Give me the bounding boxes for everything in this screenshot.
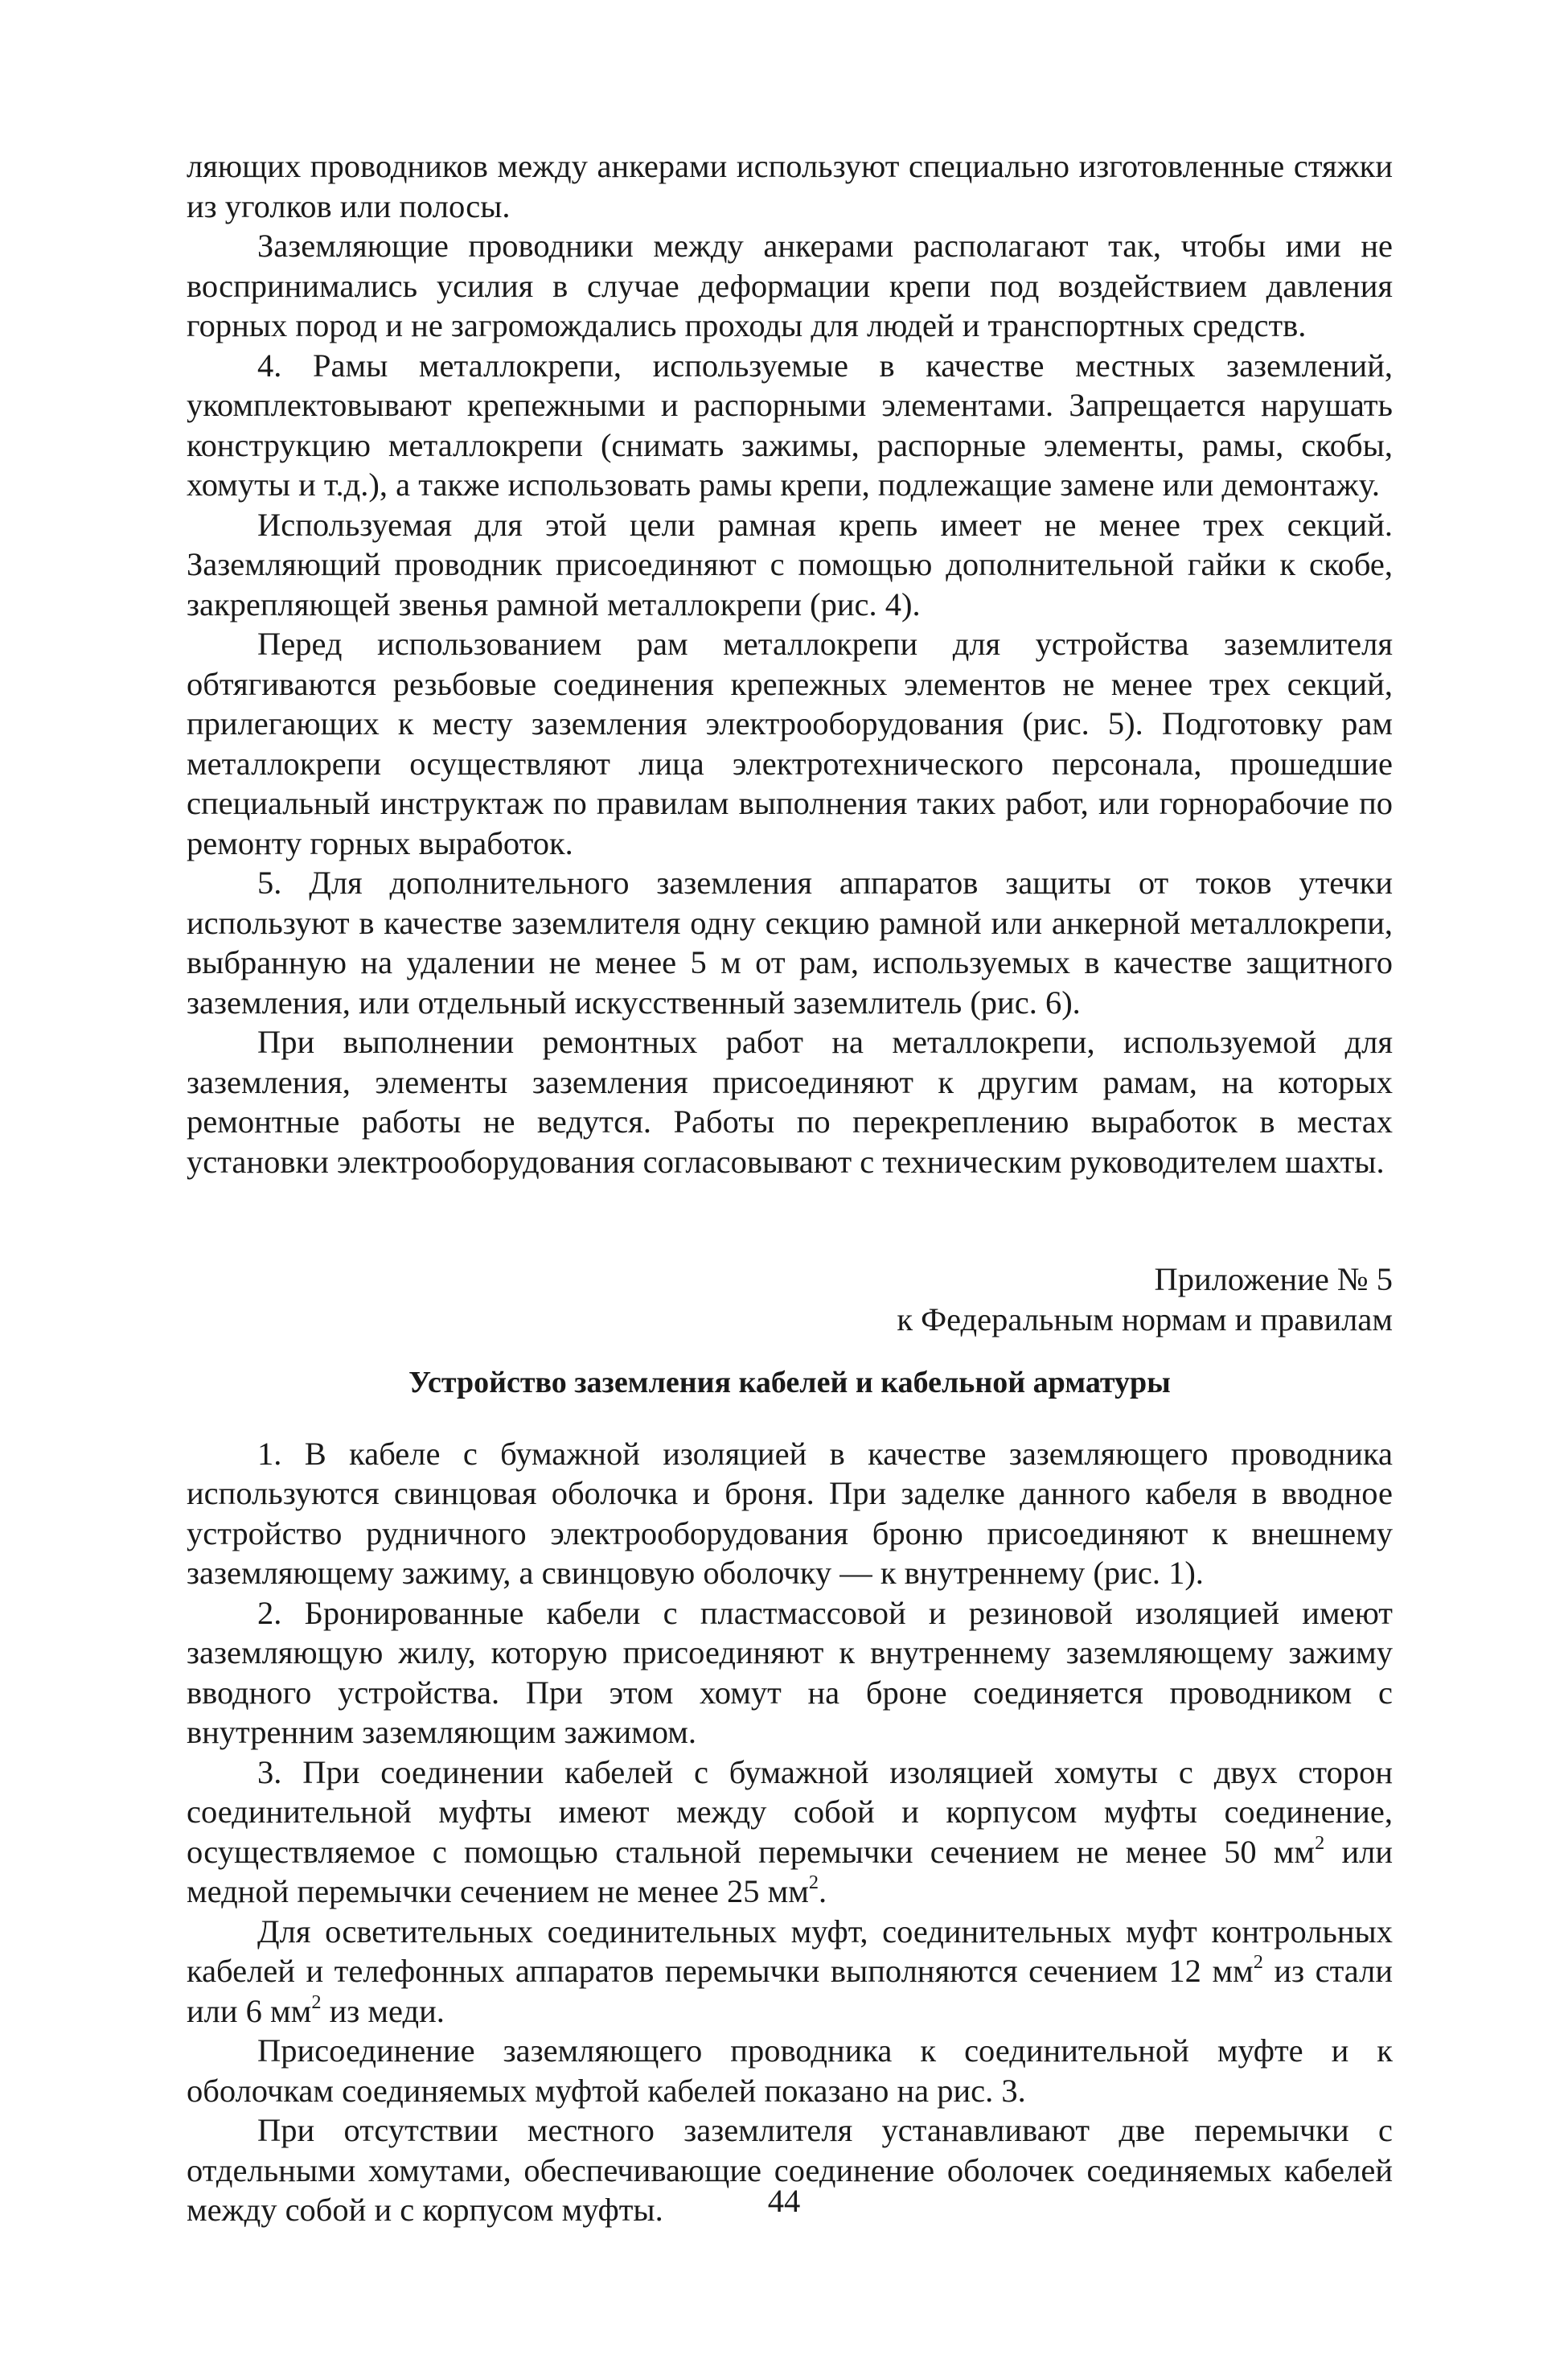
text-run: из меди. (321, 1992, 445, 2029)
paragraph: Заземляющие проводники между анкерами располагают так, чтобы ими не воспринимались усилия в случае деформации крепи под воздействием давления горных пород и не загромождались проходы для людей и транспортных средств. (187, 228, 1393, 343)
paragraph: ляющих проводников между анкерами используют специально изготовленные стяжки из уголков или полосы. (187, 148, 1393, 224)
text-run: . (819, 1873, 827, 1909)
text-run: или медной перемычки сечением не менее 25 мм (187, 1833, 1393, 1909)
document-page (187, 146, 1393, 2230)
paragraph (187, 1912, 1393, 2032)
paragraph: Присоединение заземляющего проводника к соединительной муфте и к оболочкам соединяемых муфтой кабелей показано на рис. 3. (187, 2032, 1393, 2109)
paragraph: 5. Для дополнительного заземления аппаратов защиты от токов утечки используют в качестве заземлителя одну секцию рамной или анкерной металлокрепи, выбранную на удалении не менее 5 м от рам, используемых в качестве защитного заземления, или отдельный искусственный заземлитель (рис. 6). (187, 865, 1393, 1021)
paragraph: Используемая для этой цели рамная крепь имеет не менее трех секций. Заземляющий проводник присоединяют с помощью дополнительной гайки к скобе, закрепляющей звенья рамной металлокрепи (рис. 4). (187, 506, 1393, 623)
paragraph: 1. В кабеле с бумажной изоляцией в качестве заземляющего проводника используются свинцовая оболочка и броня. При заделке данного кабеля в вводное устройство рудничного электрооборудования броню присоединяют к внешнему заземляющему зажиму, а свинцовую оболочку — к внутреннему (рис. 1). (187, 1435, 1393, 1591)
superscript: 2 (311, 1991, 322, 2013)
superscript: 2 (1315, 1831, 1325, 1854)
paragraph: 4. Рамы металлокрепи, используемые в качестве местных заземлений, укомплектовывают крепежными и распорными элементами. Запрещается нарушать конструкцию металлокрепи (снимать зажимы, распорные элементы, рамы, скобы, хомуты и т.д.), а также использовать рамы крепи, подлежащие замене или демонтажу. (187, 347, 1393, 503)
text-run: Для осветительных соединительных муфт, соединительных муфт контрольных кабелей и телефонных аппаратов перемычки выполняются сечением 12 мм (187, 1913, 1393, 1989)
text-run: из стали или 6 мм (187, 1953, 1393, 2029)
paragraph: При выполнении ремонтных работ на металлокрепи, используемой для заземления, элементы заземления присоединяют к другим рамам, на которых ремонтные работы не ведутся. Работы по перекреплению выработок в местах установки электрооборудования согласовывают с техническим руководителем шахты. (187, 1024, 1393, 1180)
paragraph (187, 1752, 1393, 1912)
superscript: 2 (808, 1872, 819, 1894)
text-run: 3. При соединении кабелей с бумажной изоляцией хомуты с двух сторон соединительной муфты имеют между собой и корпусом муфты соединение, осуществляемое с помощью стальной перемычки сечением не менее 50 мм (187, 1753, 1393, 1870)
paragraph: При отсутствии местного заземлителя устанавливают две перемычки с отдельными хомутами, обеспечивающие соединение оболочек соединяемых кабелей между собой и с корпусом муфты. (187, 2112, 1393, 2228)
paragraph: Перед использованием рам металлокрепи для устройства заземлителя обтягиваются резьбовые соединения крепежных элементов не менее трех секций, прилегающих к месту заземления электрооборудования (рис. 5). Подготовку рам металлокрепи осуществляют лица электротехнического персонала, прошедшие специальный инструктаж по правилам выполнения таких работ, или горнорабочие по ремонту горных выработок. (187, 626, 1393, 861)
appendix-reference: к Федеральным нормам и правилам (897, 1300, 1393, 1337)
superscript: 2 (1253, 1951, 1263, 1974)
appendix-number: Приложение № 5 (1154, 1261, 1393, 1297)
section-body (187, 1434, 1393, 2230)
section-heading: Устройство заземления кабелей и кабельной арматуры (408, 1366, 1171, 1399)
page-number: 44 (767, 2183, 801, 2219)
paragraph: 2. Бронированные кабели с пластмассовой и резиновой изоляцией имеют заземляющую жилу, которую присоединяют к внутреннему заземляющему зажиму вводного устройства. При этом хомут на броне соединяется проводником с внутренним заземляющим зажимом. (187, 1594, 1393, 1750)
appendix-caption (187, 1259, 1393, 1339)
